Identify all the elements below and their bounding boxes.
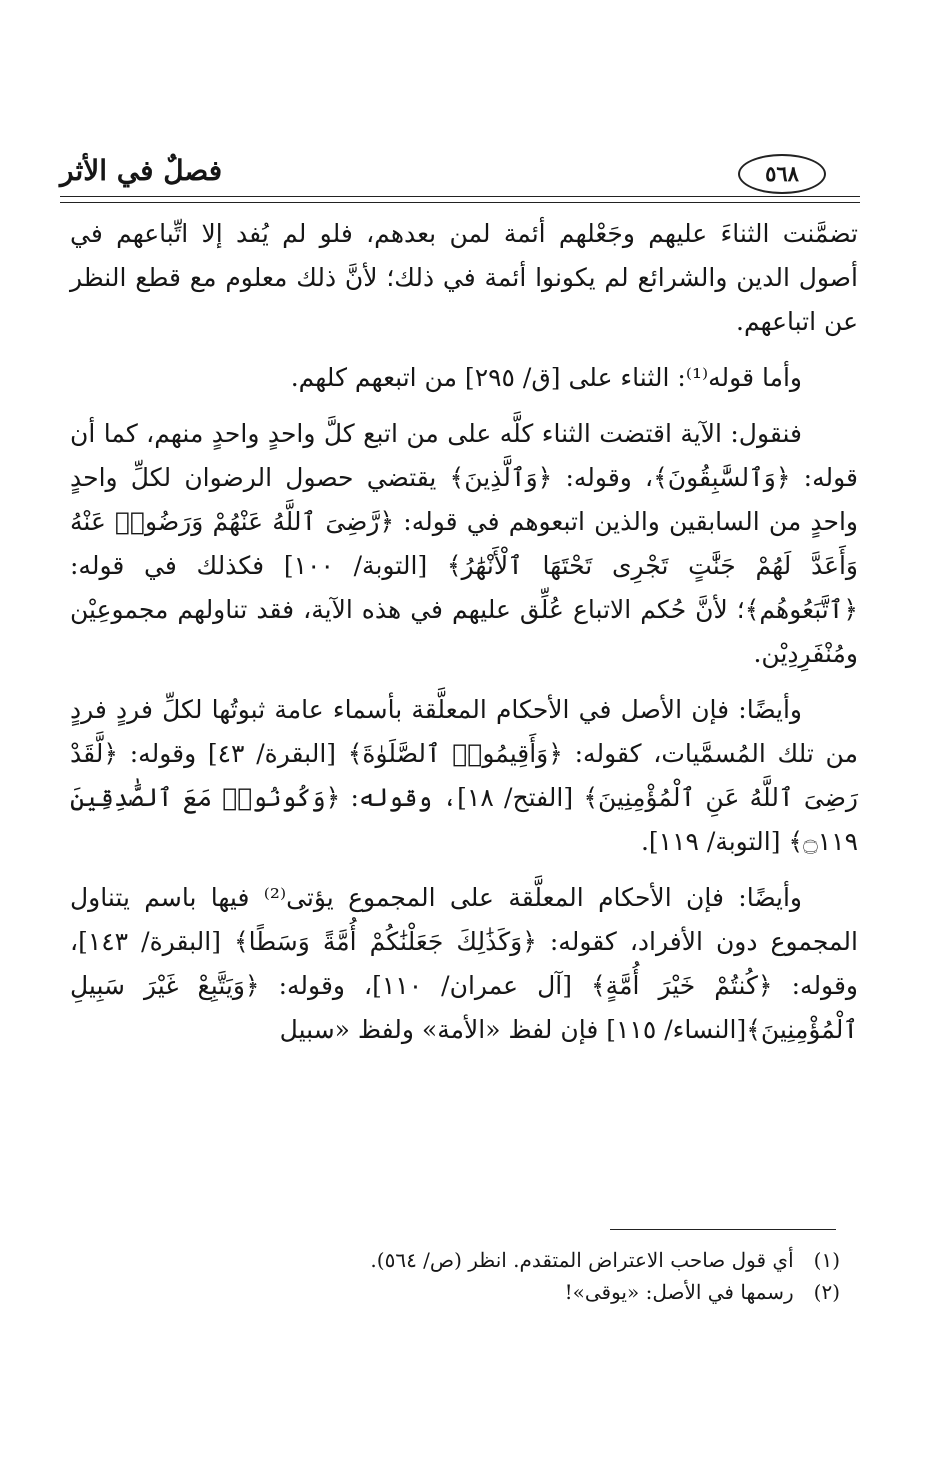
footnote-number: (١) (813, 1248, 840, 1272)
paragraph: وأيضًا: فإن الأحكام المعلَّقة على المجموع يؤتى⁽²⁾ فيها باسم يتناول المجموع دون الأفراد، كقوله: ﴿وَكَذَٰلِكَ جَعَلْنَٰكُمْ أُمَّةً وَسَطًا﴾ [البقرة/ ١٤٣]، وقوله: ﴿كُنتُمْ خَيْرَ أُمَّةٍ﴾ [آل عمران/ ١١٠]، وقوله: ﴿وَيَتَّبِعْ غَيْرَ سَبِيلِ ٱلْمُؤْمِنِينَ﴾[النساء/ ١١٥] فإن لفظ «الأمة» ولفظ «سبيل (70, 883, 858, 1044)
paragraph: وأما قوله⁽¹⁾: الثناء على [ق/ ٢٩٥] من اتبعهم كلهم. (290, 363, 802, 392)
footnote-text: رسمها في الأصل: «يوقى»! (564, 1280, 794, 1304)
paragraph: فنقول: الآية اقتضت الثناء كلَّه على من اتبع كلَّ واحدٍ واحدٍ منهم، كما أن قوله: ﴿وَٱلسَّٰبِقُونَ﴾، وقوله: ﴿وَٱلَّذِينَ﴾ يقتضي حصول الرضوان لكلِّ واحدٍ واحدٍ من السابقين والذين اتبعوهم في قوله: ﴿رَّضِىَ ٱللَّهُ عَنْهُمْ وَرَضُوا۟ عَنْهُ وَأَعَدَّ لَهُمْ جَنَّٰتٍ تَجْرِى تَحْتَهَا ٱلْأَنْهَٰرُ﴾ [التوبة/ ١٠٠] فكذلك في قوله: ﴿ٱتَّبَعُوهُم﴾؛ لأنَّ حُكم الاتباع عُلِّق عليهم في هذه الآية، فقد تناولهم مجموعِيْن ومُنْفَرِدِيْن. (70, 419, 859, 668)
page-number-badge: ٥٦٨ (738, 154, 826, 194)
chapter-title: فصلٌ في الأثر (60, 154, 223, 187)
footnote (70, 1244, 840, 1276)
footnote-number: (٢) (813, 1280, 840, 1304)
paragraph: تضمَّنت الثناءَ عليهم وجَعْلهم أئمة لمن بعدهم، فلو لم يُفد إلا اتِّباعهم في أصول الدين والشرائع لم يكونوا أئمة في ذلك؛ لأنَّ ذلك معلوم مع قطع النظر عن اتباعهم. (70, 219, 858, 336)
main-text (70, 212, 858, 1064)
header-double-rule (60, 196, 860, 203)
footnote-separator (610, 1229, 836, 1230)
footnote-text: أي قول صاحب الاعتراض المتقدم. انظر (ص/ ٥٦٤). (370, 1248, 794, 1272)
footnotes (70, 1244, 840, 1308)
paragraph: وأيضًا: فإن الأصل في الأحكام المعلَّقة بأسماء عامة ثبوتُها لكلِّ فردٍ فردٍ من تلك المُسمَّيات، كقوله: ﴿وَأَقِيمُوا۟ ٱلصَّلَوٰةَ﴾ [البقرة/ ٤٣] وقوله: ﴿لَّقَدْ رَضِىَ ٱللَّهُ عَنِ ٱلْمُؤْمِنِينَ﴾ [الفتح/ ١٨]، وقوله: ﴿وَكُونُوا۟ مَعَ ٱلصَّٰدِقِينَ ۝١١٩﴾ [التوبة/ ١١٩]. (70, 695, 858, 856)
running-header (60, 150, 860, 196)
footnote (70, 1276, 840, 1308)
